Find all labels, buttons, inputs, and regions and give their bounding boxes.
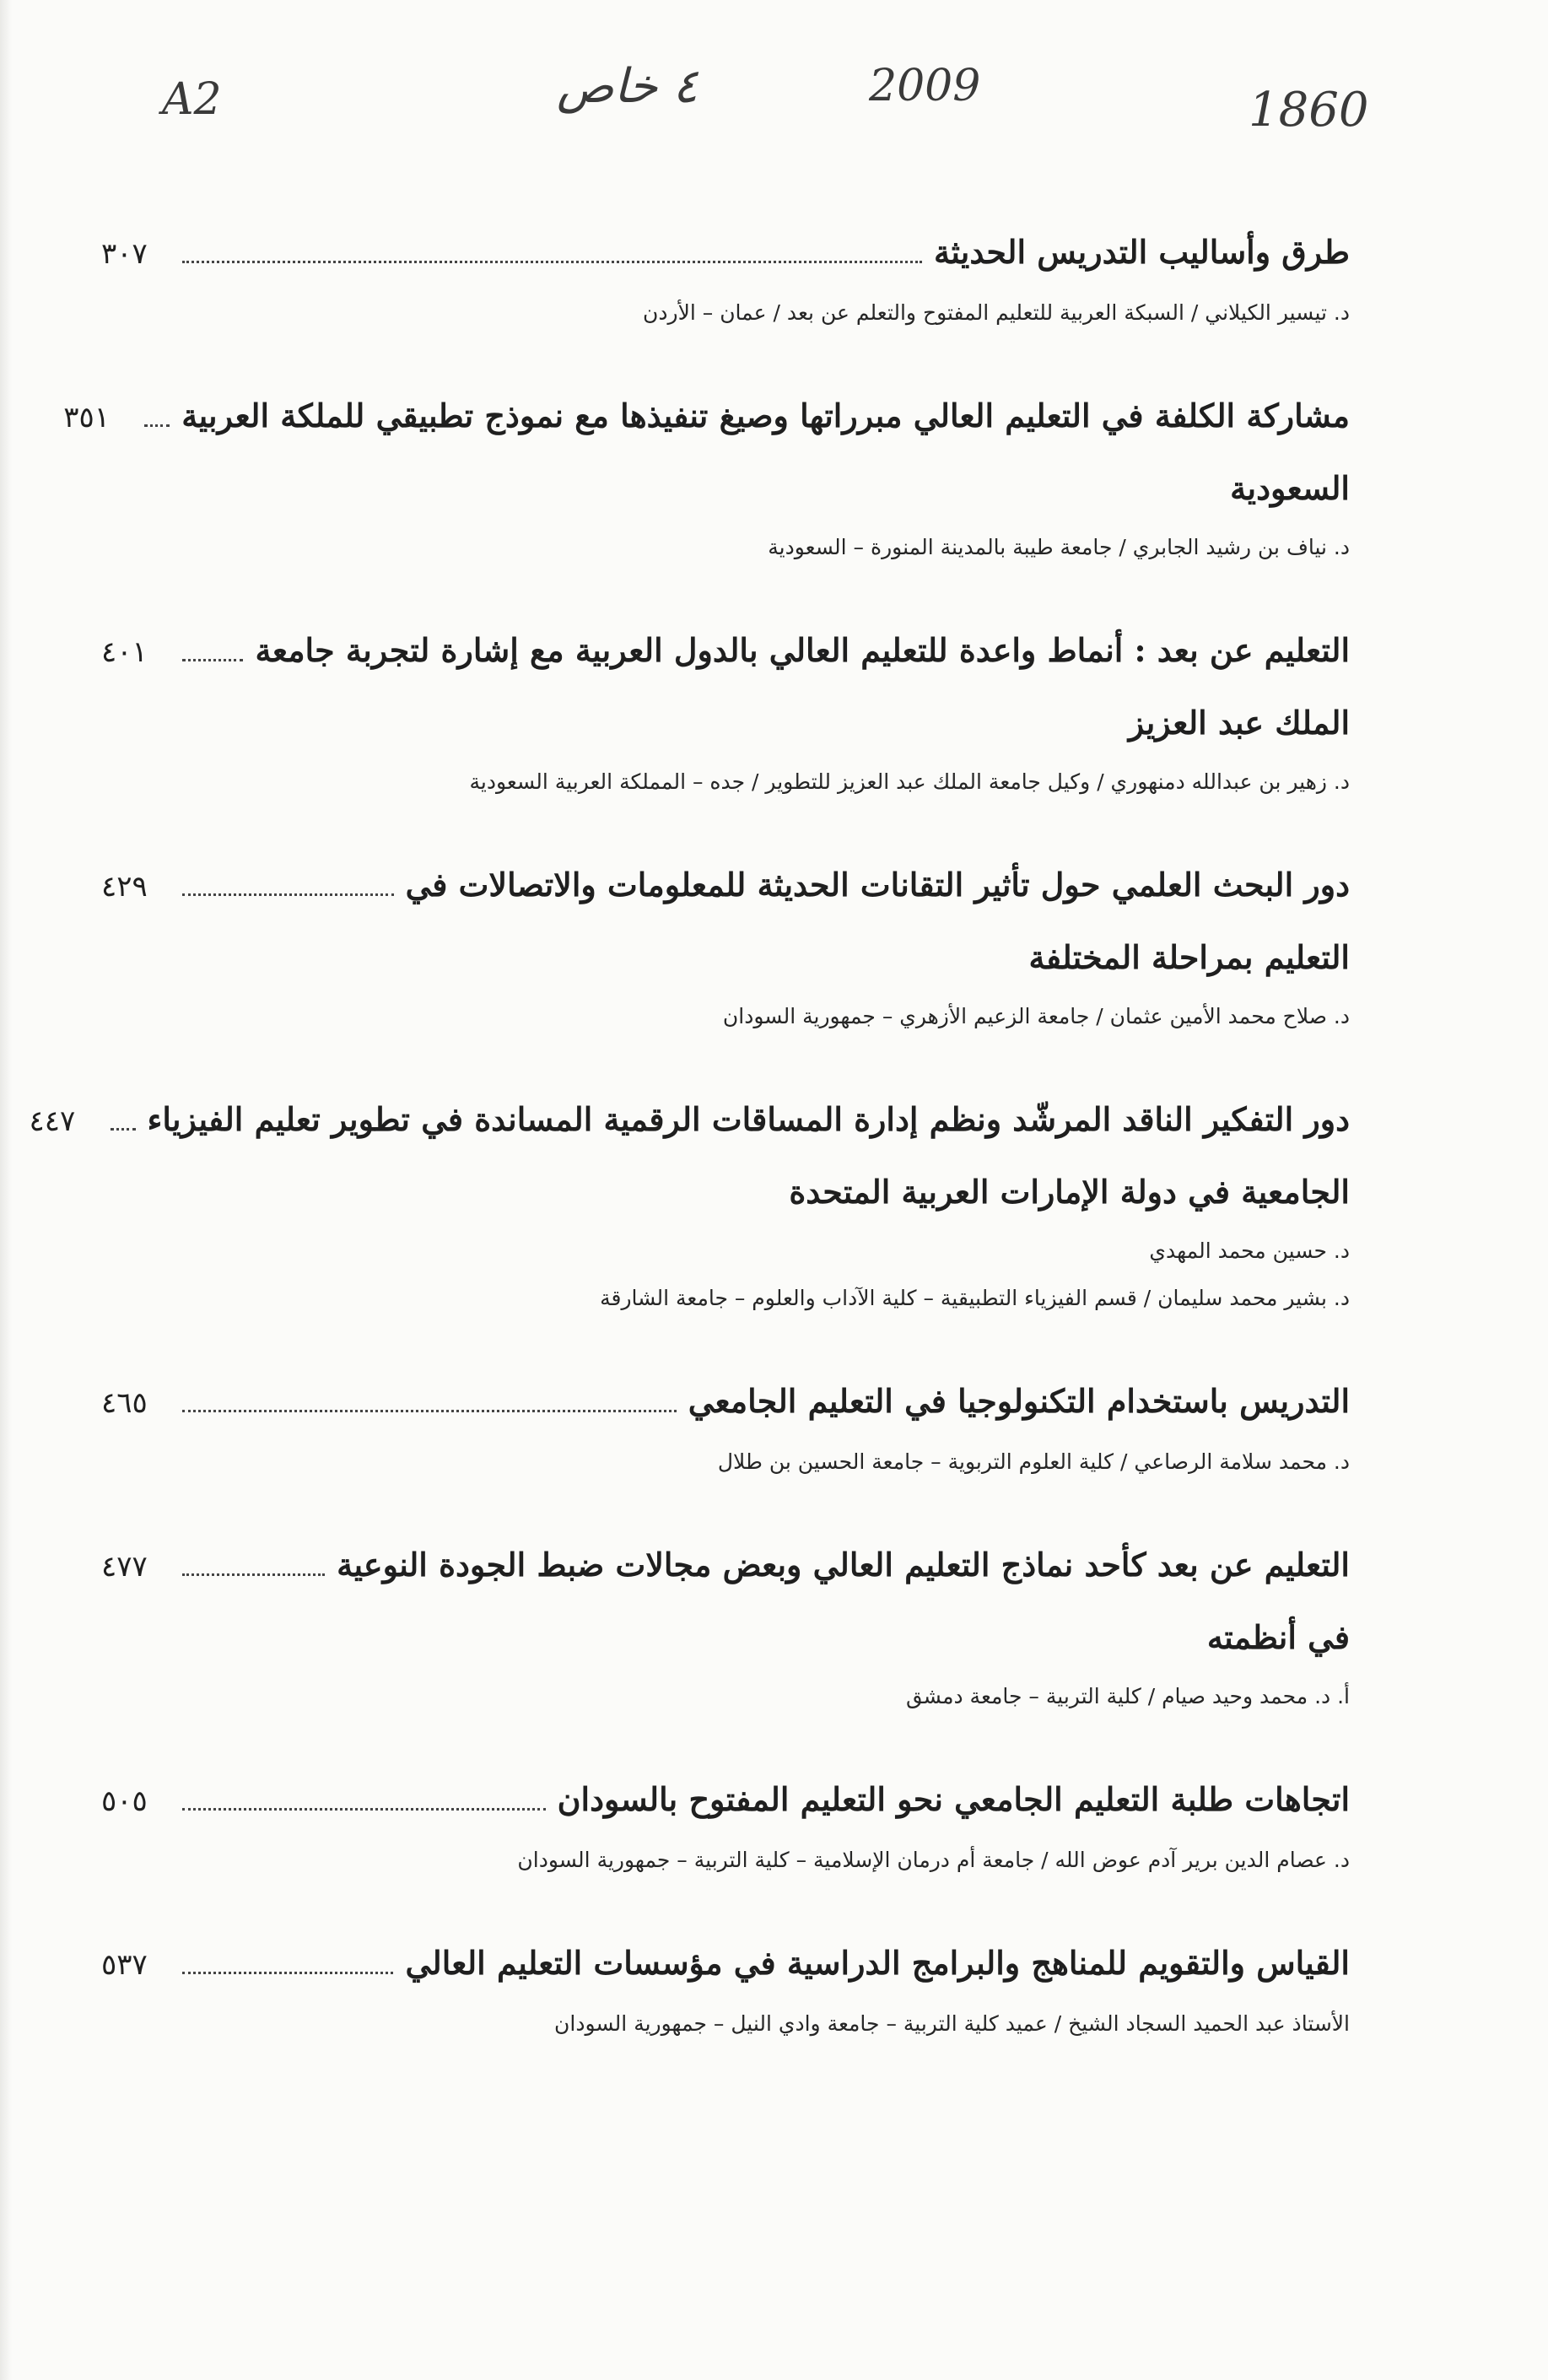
toc-entry-author: د. محمد سلامة الرصاعي / كلية العلوم التربوية – جامعة الحسين بن طلال bbox=[717, 1449, 1350, 1474]
toc-entry-author: أ. د. محمد وحيد صيام / كلية التربية – جامعة دمشق bbox=[905, 1684, 1350, 1708]
dot-leader bbox=[182, 261, 922, 263]
toc-title-line bbox=[101, 1926, 1350, 2000]
toc-entry bbox=[101, 1364, 1350, 1486]
toc-entry bbox=[101, 1528, 1350, 1720]
toc-entry-author: د. تيسير الكيلاني / السبكة العربية للتعليم المفتوح والتعلم عن بعد / عمان – الأردن bbox=[643, 300, 1350, 325]
toc-entry-title: القياس والتقويم للمناهج والبرامج الدراسية في مؤسسات التعليم العالي bbox=[405, 1944, 1350, 1982]
toc-page-number: ٥٣٧ bbox=[101, 1948, 148, 1982]
dot-leader bbox=[182, 1972, 393, 1974]
toc-title-line bbox=[63, 379, 1350, 453]
handwritten-note-a2: A2 bbox=[162, 74, 222, 125]
toc-page-number: ٥٠٥ bbox=[101, 1784, 148, 1818]
toc-entry bbox=[101, 215, 1350, 337]
toc-title-line bbox=[101, 1364, 1350, 1438]
toc-title-line bbox=[101, 613, 1350, 688]
toc-entry-title-continued: الجامعية في دولة الإمارات العربية المتحدة bbox=[789, 1173, 1350, 1211]
toc-page-number: ٤٦٥ bbox=[101, 1386, 148, 1420]
toc-entry-title-continued: السعودية bbox=[1230, 469, 1350, 507]
toc-entry-title: التدريس باستخدام التكنولوجيا في التعليم الجامعي bbox=[688, 1382, 1350, 1420]
toc-entry bbox=[101, 848, 1350, 1040]
dot-leader bbox=[182, 1808, 546, 1811]
scan-edge-shadow bbox=[0, 0, 12, 2380]
handwritten-note-khas: ٤ خاص bbox=[557, 59, 698, 114]
toc-entry bbox=[29, 1082, 1350, 1322]
toc-entry-author: د. عصام الدين برير آدم عوض الله / جامعة أم درمان الإسلامية – كلية التربية – جمهورية السودان bbox=[517, 1848, 1350, 1872]
toc-entry-author: د. حسين محمد المهدي bbox=[1149, 1239, 1350, 1263]
toc-title-line bbox=[29, 1082, 1350, 1157]
toc-entry bbox=[101, 1762, 1350, 1884]
toc-entry-author: د. نياف بن رشيد الجابري / جامعة طيبة بالمدينة المنورة – السعودية bbox=[768, 535, 1350, 559]
toc-entry-title: اتجاهات طلبة التعليم الجامعي نحو التعليم المفتوح بالسودان bbox=[557, 1780, 1350, 1818]
toc-entry-author: د. زهير بن عبدالله دمنهوري / وكيل جامعة الملك عبد العزيز للتطوير / جده – المملكة العربية السعودية bbox=[469, 769, 1350, 794]
dot-leader bbox=[182, 1410, 677, 1412]
dot-leader bbox=[182, 659, 243, 661]
toc-entry-title: دور التفكير الناقد المرشّد ونظم إدارة المساقات الرقمية المساندة في تطوير تعليم الفيزياء bbox=[147, 1100, 1350, 1138]
toc-entry bbox=[63, 379, 1350, 571]
toc-page-number: ٤٠١ bbox=[101, 635, 148, 669]
toc-page-number: ٣٠٧ bbox=[101, 237, 148, 271]
toc-page-number: ٤٤٧ bbox=[29, 1104, 76, 1138]
dot-leader bbox=[182, 893, 394, 896]
dot-leader bbox=[144, 424, 170, 427]
toc-entry-title-continued: التعليم بمراحلة المختلفة bbox=[1028, 938, 1350, 976]
dot-leader bbox=[111, 1128, 136, 1131]
toc-title-line bbox=[101, 1528, 1350, 1602]
toc-title-line bbox=[101, 215, 1350, 289]
toc-entry bbox=[101, 613, 1350, 806]
toc-entry-title: طرق وأساليب التدريس الحديثة bbox=[933, 233, 1350, 271]
toc-entry-title-continued: في أنظمته bbox=[1206, 1618, 1350, 1656]
toc-entry-author: د. صلاح محمد الأمين عثمان / جامعة الزعيم الأزهري – جمهورية السودان bbox=[722, 1004, 1350, 1028]
toc-entry-title: دور البحث العلمي حول تأثير التقانات الحديثة للمعلومات والاتصالات في bbox=[405, 866, 1350, 904]
toc-page-number: ٤٧٧ bbox=[101, 1550, 148, 1584]
toc-title-line bbox=[101, 1762, 1350, 1837]
table-of-contents bbox=[29, 215, 1350, 2090]
dot-leader bbox=[182, 1573, 325, 1576]
toc-entry-author: الأستاذ عبد الحميد السجاد الشيخ / عميد كلية التربية – جامعة وادي النيل – جمهورية السودان bbox=[554, 2011, 1350, 2036]
handwritten-note-number: 1860 bbox=[1249, 83, 1369, 138]
toc-entry-author: د. بشير محمد سليمان / قسم الفيزياء التطبيقية – كلية الآداب والعلوم – جامعة الشارقة bbox=[600, 1286, 1350, 1310]
toc-page-number: ٣٥١ bbox=[63, 401, 111, 434]
toc-entry bbox=[101, 1926, 1350, 2048]
toc-page-number: ٤٢٩ bbox=[101, 870, 148, 904]
toc-entry-title-continued: الملك عبد العزيز bbox=[1128, 704, 1350, 742]
toc-title-line bbox=[101, 848, 1350, 922]
handwritten-note-year: 2009 bbox=[869, 61, 981, 111]
toc-entry-title: مشاركة الكلفة في التعليم العالي مبرراتها وصيغ تنفيذها مع نموذج تطبيقي للملكة العربية bbox=[181, 397, 1350, 434]
toc-entry-title: التعليم عن بعد : أنماط واعدة للتعليم العالي بالدول العربية مع إشارة لتجربة جامعة bbox=[255, 631, 1350, 669]
toc-entry-title: التعليم عن بعد كأحد نماذج التعليم العالي وبعض مجالات ضبط الجودة النوعية bbox=[337, 1546, 1350, 1584]
